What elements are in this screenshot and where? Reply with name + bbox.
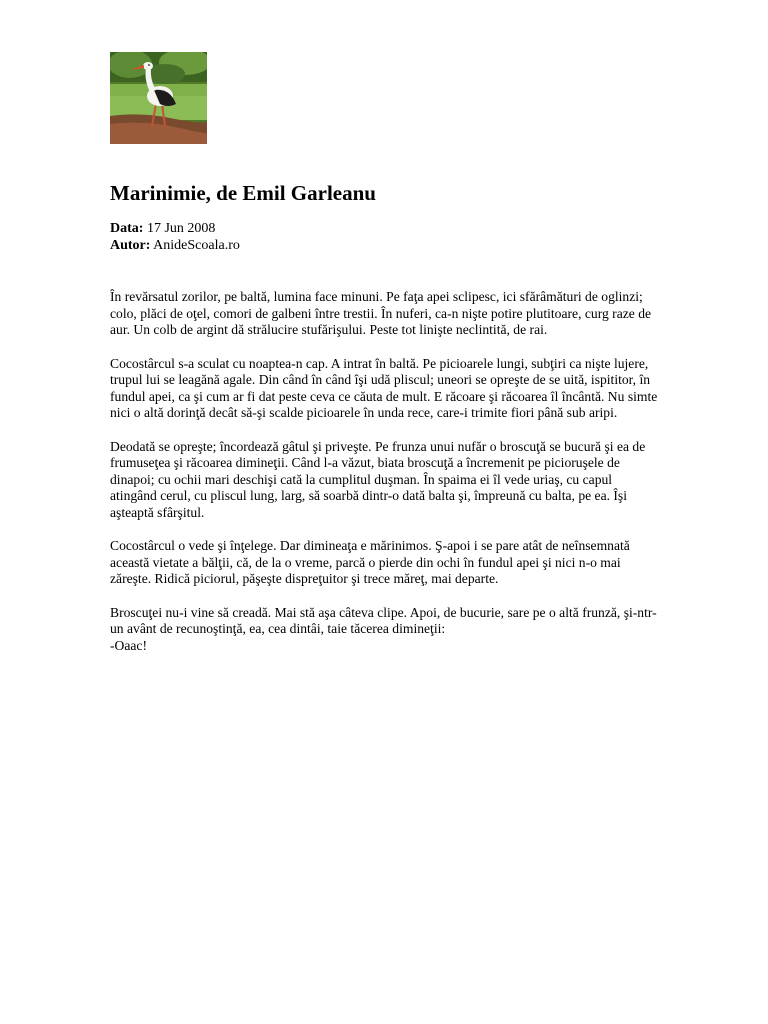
paragraph: Cocostârcul s-a sculat cu noaptea-n cap. A intrat în baltă. Pe picioarele lungi, subţiri ca nişte lujere, trupul lui se leagănă agale. Din când în când îşi udă pliscul; uneori se opreşte de se uită, ispititor, în fundul apei, ca şi cum ar fi dat peste ceva ce căuta de mult. E răcoare şi răcoarea îl încântă. Nu simte nici o altă dorinţă decât să-şi scalde picioarele în unda rece, care-i trimite fiori până sub aripi. [110, 355, 658, 420]
paragraph: Cocostârcul o vede şi înţelege. Dar dimineaţa e mărinimos. Ş-apoi i se pare atât de neînsemnată această vietate a bălţii, că, de la o vreme, parcă o pierde din ochi în fundul apei şi nici n-o mai zăreşte. Ridică piciorul, păşeşte dispreţuitor şi trece măreţ, mai departe. [110, 538, 630, 586]
date-label: Data: [110, 221, 144, 236]
article-title: Marinimie, de Emil Garleanu [110, 181, 376, 205]
date-line [110, 220, 662, 237]
article-meta [110, 220, 662, 254]
date-value: 17 Jun 2008 [146, 221, 216, 236]
author-value: AnideScoala.ro [153, 238, 240, 253]
stork-photo [110, 52, 207, 144]
paragraph: În revărsatul zorilor, pe baltă, lumina face minuni. Pe faţa apei sclipesc, ici sfărâmături de oglinzi; colo, plăci de oţel, comori de galbeni între trestii. În nuferi, ca-n nişte potire plutitoare, curg raze de aur. Un colb de argint dă strălucire stufărişului. Peste tot linişte neclintită, de rai. [110, 289, 652, 337]
author-label: Autor: [110, 238, 151, 253]
paragraph: Broscuţei nu-i vine să creadă. Mai stă aşa câteva clipe. Apoi, de bucurie, sare pe o altă frunză, şi-ntr-un avânt de recunoştinţă, ea, cea dintâi, taie tăcerea dimineţii: -Oaac! [110, 604, 657, 653]
article-body [110, 289, 662, 654]
paragraph: Deodată se opreşte; încordează gâtul şi priveşte. Pe frunza unui nufăr o broscuţă se bucură şi ea de frumuseţea şi răcoarea dimineţii. Când l-a văzut, biata broscuţă a încremenit pe picioruşele de dinapoi; cu ochii mari deschişi cată la cumplitul duşman. În spaima ei îl vede uriaş, cu capul atingând cerul, cu pliscul lung, larg, să soarbă dintr-o dată balta şi, împreună cu balta, pe ea. Îşi aşteaptă sfârşitul. [110, 438, 646, 520]
author-line [110, 237, 662, 254]
document-page [110, 52, 662, 671]
